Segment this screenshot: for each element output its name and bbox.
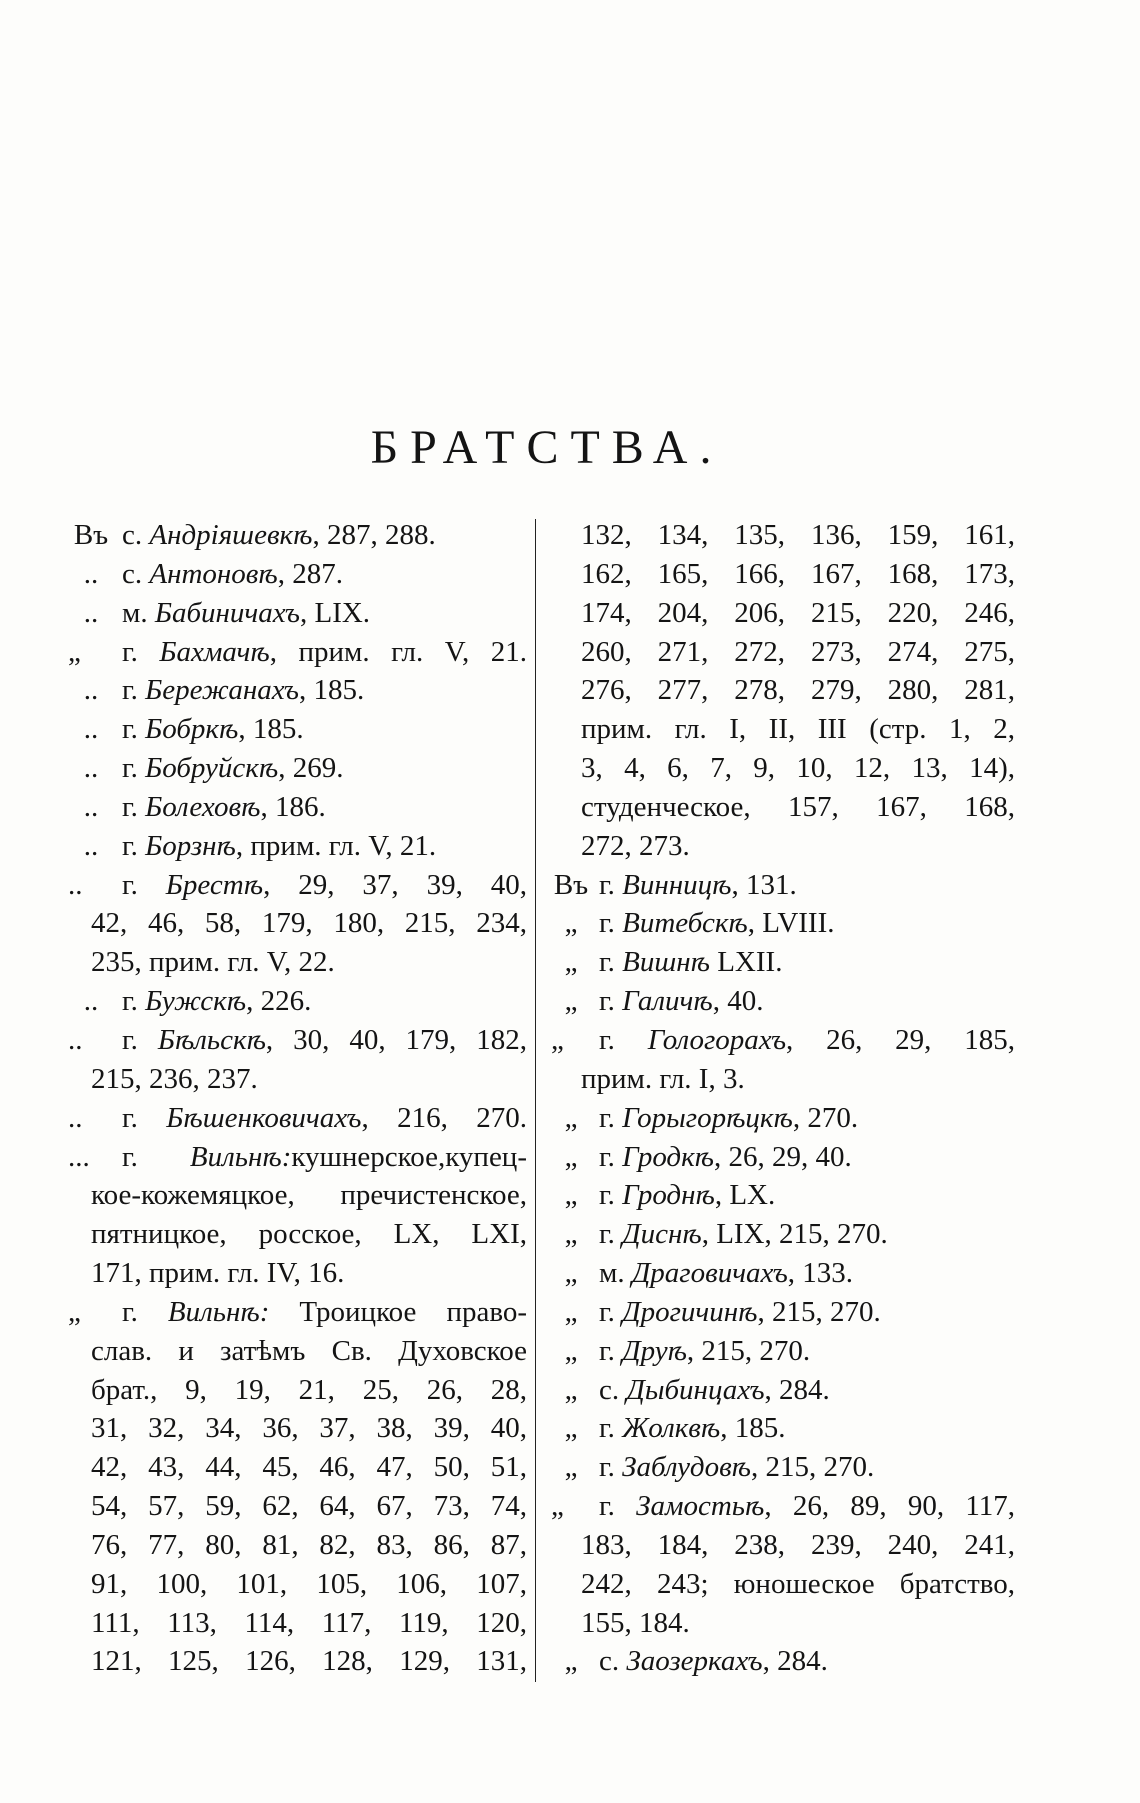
entry-line: [68, 788, 527, 827]
entry-marker: „: [68, 1295, 81, 1328]
place-type: г.: [122, 829, 138, 862]
continuation-line: 242, 243; юношеское братство,: [581, 1567, 1015, 1600]
entry-line: [68, 1138, 527, 1177]
entry-refs: , 216, 270.: [361, 1101, 527, 1134]
continuation-line: 91, 100, 101, 105, 106, 107,: [91, 1567, 527, 1600]
entry-refs: , прим. гл. V, 21.: [269, 635, 527, 668]
place-type: г.: [122, 1023, 138, 1056]
continuation-line: 132, 134, 135, 136, 159, 161,: [581, 519, 1015, 551]
place-name: Андріяшевкѣ: [149, 519, 313, 551]
entry-marker: „: [564, 985, 578, 1018]
entry-refs: , LIX, 215, 270.: [701, 1218, 888, 1251]
place-name: Витебскѣ: [622, 907, 748, 940]
entry-refs: , 133.: [787, 1257, 853, 1290]
place-name: Бужскѣ: [145, 985, 247, 1018]
place-name: Болеховѣ: [145, 790, 261, 823]
entry-marker: Въ: [73, 519, 109, 551]
entry-line: [68, 749, 527, 788]
continuation-line: кое-кожемяцкое, пречистенское,: [91, 1179, 527, 1212]
place-type: г.: [599, 1295, 615, 1328]
entry-line: [68, 866, 527, 905]
entry-refs: , 215, 270.: [686, 1334, 811, 1367]
place-type: г.: [599, 1101, 615, 1134]
entry-refs: , 29, 37, 39, 40,: [263, 868, 527, 901]
entry-line: [68, 710, 527, 749]
place-name: Заозеркахъ: [626, 1645, 763, 1678]
place-name: Антоновѣ: [149, 557, 278, 590]
place-name: Горыгорѣцкѣ: [622, 1101, 793, 1134]
continuation-line: студенческое, 157, 167, 168,: [581, 790, 1015, 823]
continuation-line: 3, 4, 6, 7, 9, 10, 12, 13, 14),: [581, 752, 1015, 785]
entry-line: [551, 1642, 1015, 1681]
entry-line: [68, 633, 527, 672]
place-type: г.: [599, 985, 615, 1018]
entry-line: [551, 982, 1015, 1021]
place-name: Гологорахъ: [647, 1023, 787, 1056]
continuation-line: 272, 273.: [581, 829, 690, 862]
page-title: БРАТСТВА.: [370, 421, 724, 474]
entry-marker: ..: [83, 674, 99, 707]
place-type: с.: [122, 519, 143, 551]
left-column: [68, 516, 527, 1681]
entry-marker: „: [564, 1451, 578, 1484]
place-type: г.: [599, 1140, 615, 1173]
entry-line: [551, 1293, 1015, 1332]
entry-marker: ..: [68, 1101, 83, 1134]
entry-refs: , 284.: [764, 1373, 830, 1406]
continuation-line: 42, 46, 58, 179, 180, 215, 234,: [91, 907, 527, 940]
entry-refs: , 40.: [712, 985, 764, 1018]
entry-line: [551, 904, 1015, 943]
entry-marker: ..: [83, 557, 99, 590]
place-name: Бѣльскѣ: [157, 1023, 266, 1056]
place-name: Дрогичинѣ: [622, 1295, 758, 1328]
entry-line: [551, 1176, 1015, 1215]
place-type: г.: [122, 1295, 138, 1328]
continuation-line: 260, 271, 272, 273, 274, 275,: [581, 635, 1015, 668]
continuation-line: 31, 32, 34, 36, 37, 38, 39, 40,: [91, 1412, 527, 1445]
entry-line: [551, 1371, 1015, 1410]
entry-marker: „: [564, 1295, 578, 1328]
entry-refs: , 185.: [238, 713, 304, 746]
place-name: Заблудовѣ: [622, 1451, 751, 1484]
place-name: Гроднѣ: [622, 1179, 715, 1212]
place-type: г.: [599, 1023, 615, 1056]
entry-refs: , 26, 89, 90, 117,: [764, 1490, 1015, 1523]
place-name: Жолквѣ: [622, 1412, 721, 1445]
continuation-line: 276, 277, 278, 279, 280, 281,: [581, 674, 1015, 707]
column-divider: [535, 519, 536, 1682]
entry-marker: „: [564, 1373, 578, 1406]
entry-marker: „: [564, 1645, 578, 1678]
place-type: г.: [599, 1412, 615, 1445]
entry-refs: , LVIII.: [747, 907, 835, 940]
place-name: Винницѣ: [622, 868, 732, 901]
entry-refs: , 287, 288.: [312, 519, 436, 551]
entry-refs: , 26, 29, 185,: [786, 1023, 1015, 1056]
place-name: Брестѣ: [165, 868, 264, 901]
entry-marker: ..: [68, 868, 83, 901]
entry-line: [551, 1409, 1015, 1448]
entry-marker: „: [564, 1334, 578, 1367]
entry-line: [68, 594, 527, 633]
continuation-line: прим. гл. I, 3.: [581, 1062, 745, 1095]
entry-marker: „: [564, 1140, 578, 1173]
place-type: г.: [122, 985, 138, 1018]
place-type: г.: [599, 946, 615, 979]
continuation-line: прим. гл. I, II, III (стр. 1, 2,: [581, 713, 1015, 746]
entry-marker: „: [564, 907, 578, 940]
entry-line: [68, 671, 527, 710]
place-type: г.: [599, 1490, 615, 1523]
place-name: Дыбинцахъ: [626, 1373, 765, 1406]
place-name: Бѣшенковичахъ: [166, 1101, 362, 1134]
entry-line: [551, 1254, 1015, 1293]
place-name: Вильнѣ:: [167, 1295, 270, 1328]
entry-line: [68, 1021, 527, 1060]
place-type: с.: [599, 1645, 620, 1678]
place-name: Бахмачѣ: [159, 635, 270, 668]
continuation-line: 235, прим. гл. V, 22.: [91, 946, 335, 979]
place-type: г.: [599, 868, 615, 901]
entry-line: [68, 1099, 527, 1138]
place-type: г.: [122, 1140, 138, 1173]
entry-refs: LXII.: [709, 946, 783, 979]
entry-refs: кушнерское,купец-: [291, 1140, 527, 1173]
entry-marker: „: [564, 1218, 578, 1251]
place-type: г.: [122, 635, 138, 668]
continuation-line: 174, 204, 206, 215, 220, 246,: [581, 596, 1015, 629]
entry-line: [551, 1487, 1015, 1526]
place-type: г.: [599, 1218, 615, 1251]
entry-refs: , LX.: [714, 1179, 776, 1212]
place-type: м.: [599, 1257, 625, 1290]
entry-line: [551, 1215, 1015, 1254]
entry-marker: ..: [83, 713, 99, 746]
place-name: Замостьѣ: [636, 1490, 765, 1523]
continuation-line: 111, 113, 114, 117, 119, 120,: [91, 1606, 527, 1639]
continuation-line: 162, 165, 166, 167, 168, 173,: [581, 557, 1015, 590]
continuation-line: брат., 9, 19, 21, 25, 26, 28,: [91, 1373, 527, 1406]
entry-refs: , 269.: [278, 752, 344, 785]
place-type: г.: [122, 752, 138, 785]
entry-marker: „: [551, 1490, 564, 1523]
entry-refs: , 270.: [792, 1101, 859, 1134]
place-type: м.: [122, 596, 148, 629]
place-name: Бабиничахъ: [154, 596, 300, 629]
entry-refs: , 284.: [762, 1645, 828, 1678]
entry-line: [551, 1138, 1015, 1177]
entry-refs: Троицкое право-: [269, 1295, 527, 1328]
continuation-line: 121, 125, 126, 128, 129, 131,: [91, 1645, 527, 1678]
entry-marker: ..: [83, 985, 99, 1018]
entry-line: [68, 1293, 527, 1332]
entry-refs: , 26, 29, 40.: [714, 1140, 852, 1173]
place-type: г.: [122, 713, 138, 746]
entry-refs: , 215, 270.: [751, 1451, 875, 1484]
entry-marker: ..: [83, 790, 99, 823]
entry-marker: ...: [68, 1140, 90, 1173]
entry-line: [551, 943, 1015, 982]
place-name: Друѣ: [622, 1334, 687, 1367]
place-type: г.: [122, 674, 138, 707]
entry-marker: „: [564, 1179, 578, 1212]
continuation-line: 215, 236, 237.: [91, 1062, 258, 1095]
entry-line: [68, 982, 527, 1021]
continuation-line: слав. и затѣмъ Св. Духовское: [91, 1334, 527, 1367]
continuation-line: 155, 184.: [581, 1606, 690, 1639]
place-name: Вильнѣ:: [189, 1140, 292, 1173]
place-name: Вишнѣ: [622, 946, 710, 979]
entry-refs: , прим. гл. V, 21.: [235, 829, 437, 862]
entry-refs: , 226.: [246, 985, 312, 1018]
entry-refs: , LIX.: [299, 596, 371, 629]
entry-marker: „: [564, 1257, 578, 1290]
entry-refs: , 287.: [277, 557, 343, 590]
entry-marker: ..: [83, 752, 99, 785]
entry-marker: „: [564, 1101, 578, 1134]
continuation-line: 183, 184, 238, 239, 240, 241,: [581, 1528, 1015, 1561]
place-name: Бобруйскѣ: [145, 752, 279, 785]
place-name: Диснѣ: [622, 1218, 702, 1251]
right-column: [551, 516, 1015, 1681]
place-name: Борзнѣ: [145, 829, 236, 862]
entry-refs: , 30, 40, 179, 182,: [265, 1023, 527, 1056]
entry-marker: „: [551, 1023, 564, 1056]
place-name: Бережанахъ: [145, 674, 299, 707]
continuation-line: 171, прим. гл. IV, 16.: [91, 1257, 345, 1290]
continuation-line: пятницкое, росское, LX, LXI,: [91, 1218, 527, 1251]
entry-refs: , 186.: [260, 790, 326, 823]
entry-marker: „: [564, 1412, 578, 1445]
entry-refs: , 185.: [720, 1412, 786, 1445]
place-type: с.: [122, 557, 143, 590]
entry-line: [68, 827, 527, 866]
entry-marker: ..: [68, 1023, 83, 1056]
place-type: г.: [599, 907, 615, 940]
place-type: г.: [599, 1179, 615, 1212]
entry-marker: ..: [83, 596, 99, 629]
place-type: г.: [122, 1101, 138, 1134]
entry-line: [68, 516, 527, 555]
place-name: Галичѣ: [622, 985, 713, 1018]
entry-line: [551, 1332, 1015, 1371]
place-type: г.: [599, 1334, 615, 1367]
continuation-line: 42, 43, 44, 45, 46, 47, 50, 51,: [91, 1451, 527, 1484]
place-name: Бобркѣ: [145, 713, 239, 746]
place-type: г.: [122, 790, 138, 823]
entry-marker: „: [68, 635, 81, 668]
continuation-line: 54, 57, 59, 62, 64, 67, 73, 74,: [91, 1490, 527, 1523]
entry-marker: Въ: [553, 868, 589, 901]
entry-line: [68, 555, 527, 594]
place-name: Гродкѣ: [622, 1140, 715, 1173]
entry-marker: ..: [83, 829, 99, 862]
entry-line: [551, 1099, 1015, 1138]
entry-line: [551, 866, 1015, 905]
entry-marker: „: [564, 946, 578, 979]
place-name: Драговичахъ: [631, 1257, 788, 1290]
entry-refs: , 185.: [298, 674, 365, 707]
entry-line: [551, 1021, 1015, 1060]
entry-refs: , 131.: [731, 868, 797, 901]
place-type: г.: [599, 1451, 615, 1484]
entry-refs: , 215, 270.: [757, 1295, 881, 1328]
entry-line: [551, 1448, 1015, 1487]
continuation-line: 76, 77, 80, 81, 82, 83, 86, 87,: [91, 1528, 527, 1561]
place-type: с.: [599, 1373, 620, 1406]
place-type: г.: [122, 868, 138, 901]
